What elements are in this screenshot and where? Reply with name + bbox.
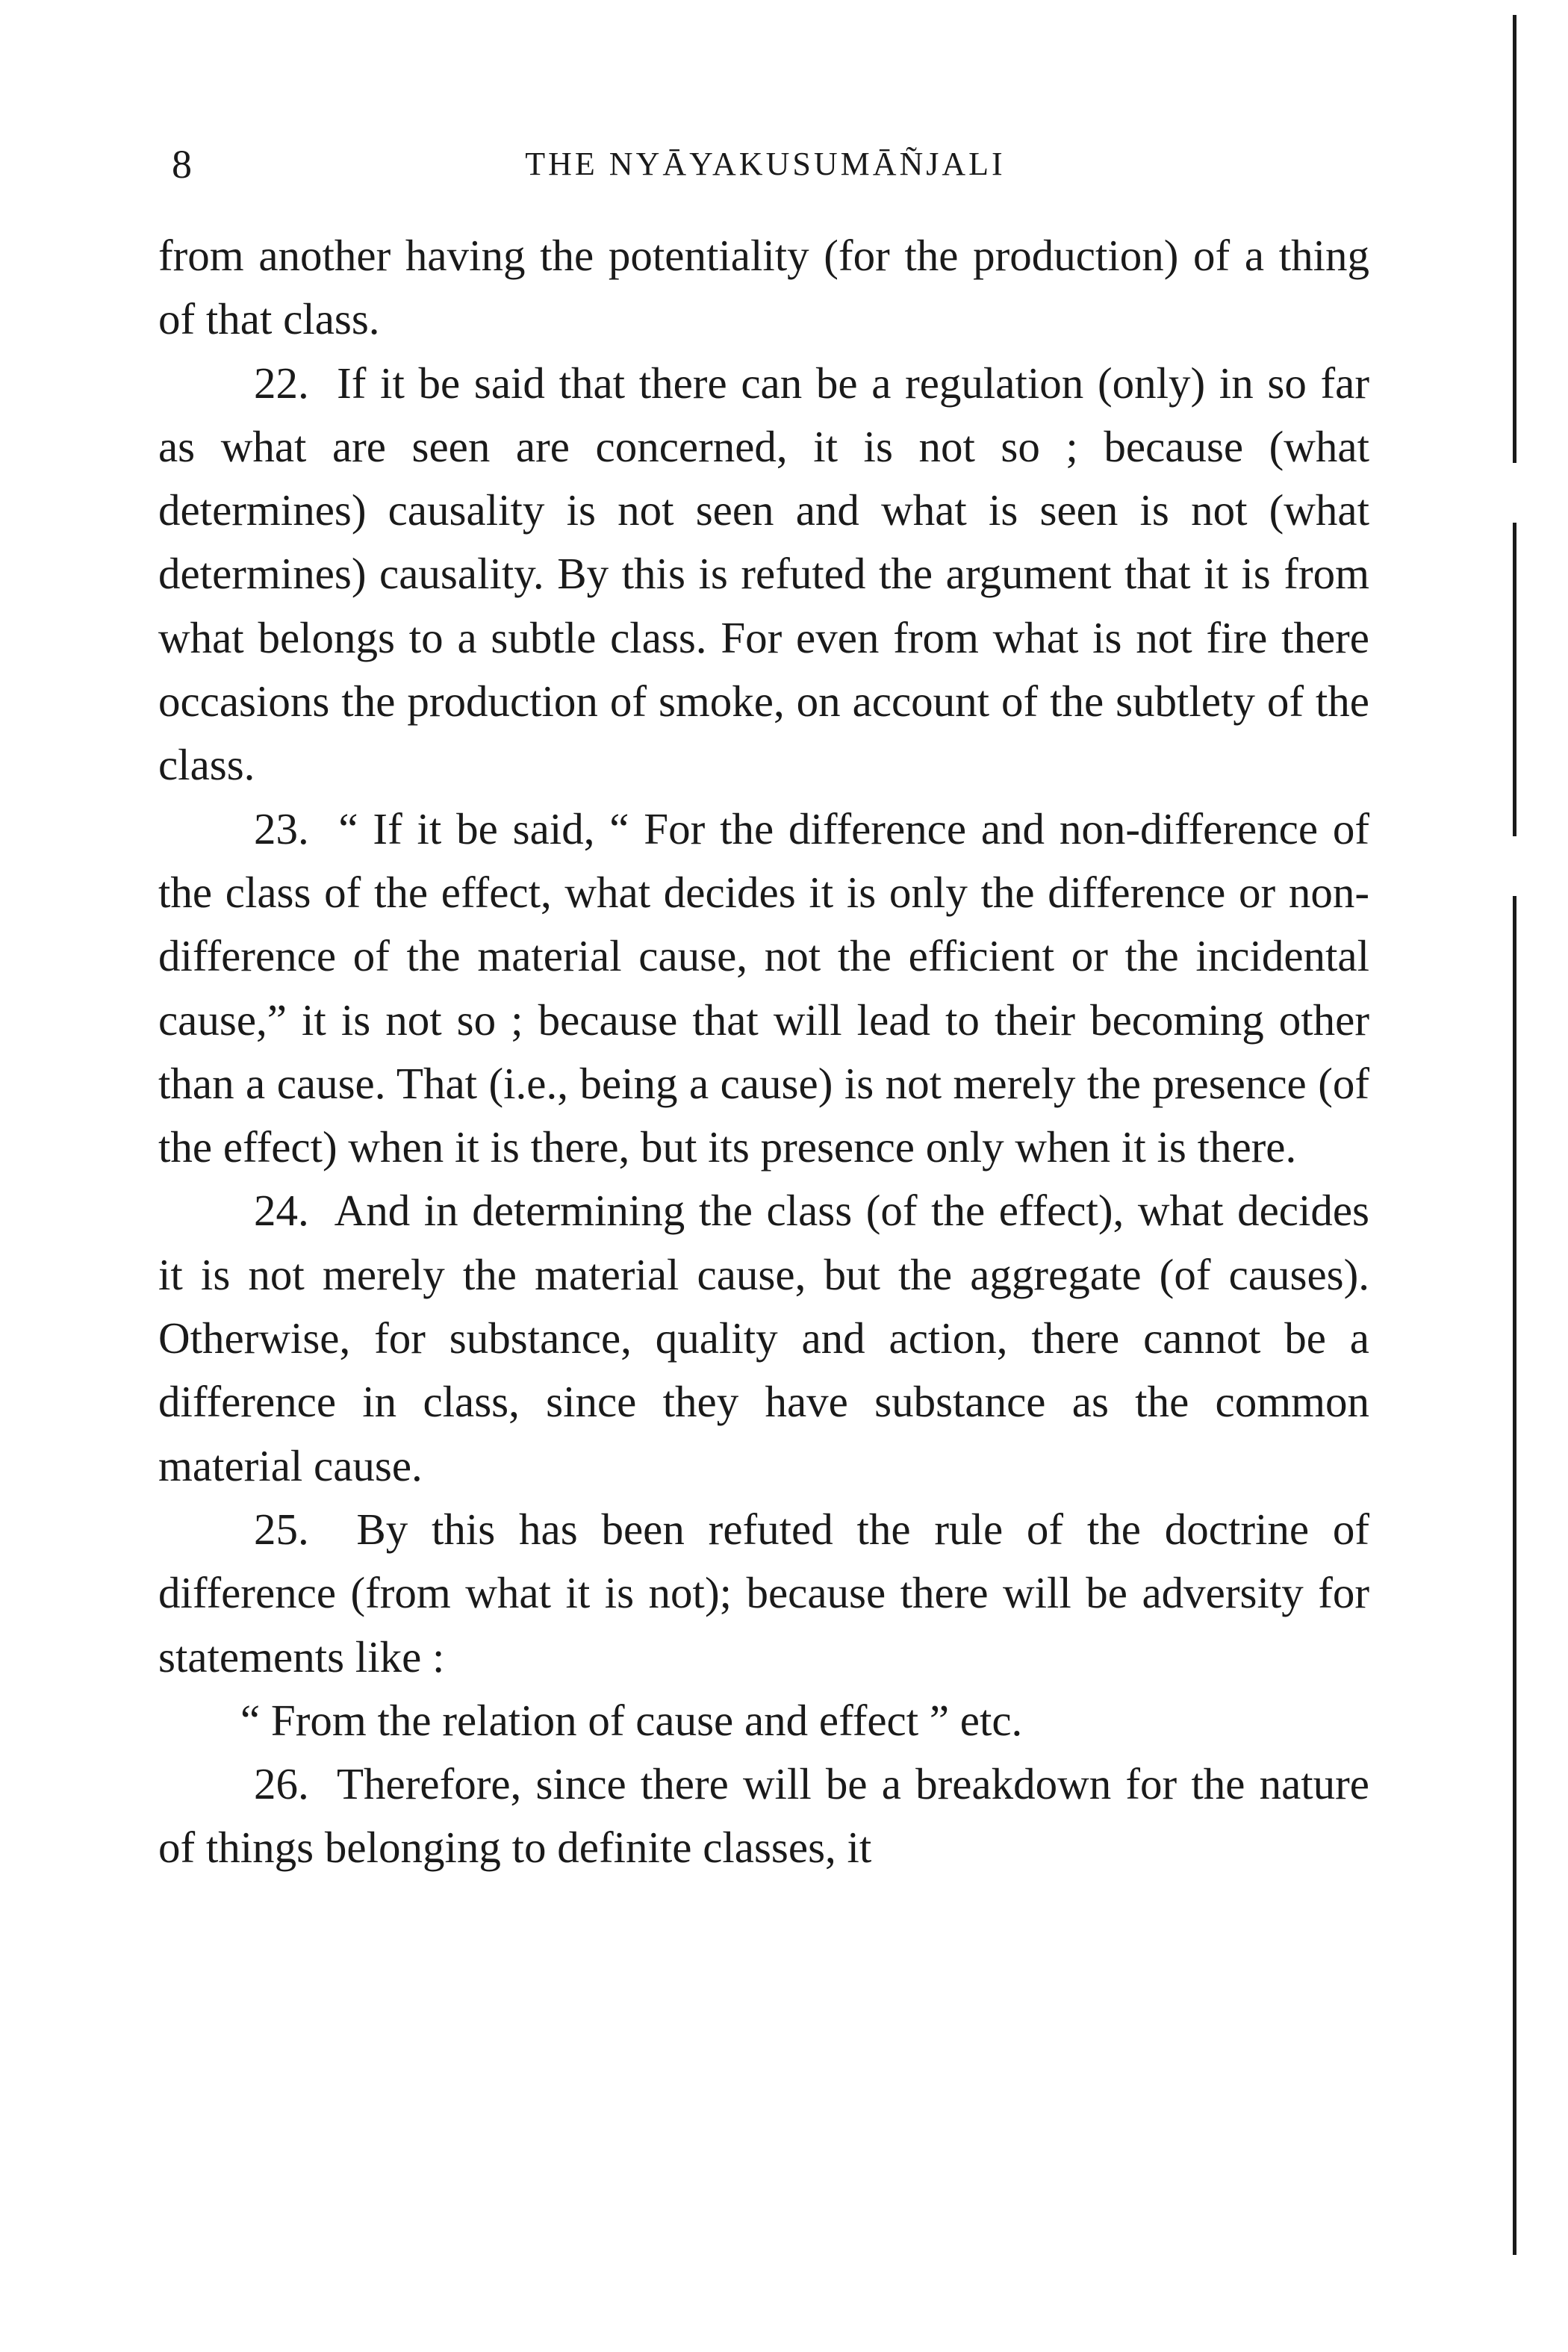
body-text	[158, 224, 1369, 1880]
paragraph-number: 25.	[254, 1504, 309, 1554]
paragraph-24	[158, 1179, 1369, 1497]
paragraph-number: 22.	[254, 358, 309, 408]
paragraph-22	[158, 352, 1369, 797]
page-number: 8	[172, 142, 192, 187]
paragraph-text: And in determining the class (of the effect), what decides it is not merely the material cause, but the aggregate (of causes). Otherwise, for substance, quality and action, there cannot be a difference in class, since they have substance as the common material cause.	[158, 1186, 1369, 1490]
running-head: THE NYĀYAKUSUMĀÑJALI	[525, 146, 1006, 182]
paragraph-continuation	[158, 224, 1369, 352]
paragraph-text: “ If it be said, “ For the difference and non-difference of the class of the effect, what decides it is only the difference or non-difference of the material cause, not the efficient or the incidental cause,” it is not so ; because that will lead to their becoming other than a cause. That (i.e., being a cause) is not merely the presence (of the effect) when it is there, but its presence only when it is there.	[158, 803, 1369, 1172]
paragraph-23	[158, 797, 1369, 1180]
paragraph-number: 24.	[254, 1186, 309, 1236]
paragraph-25	[158, 1498, 1369, 1689]
paragraph-text: “ From the relation of cause and effect ” etc.	[240, 1695, 1023, 1745]
paragraph-number: 23.	[254, 803, 309, 853]
page-edge-line	[1513, 896, 1516, 2255]
paragraph-text: Therefore, since there will be a breakdown for the nature of things belonging to definite classes, it	[158, 1759, 1369, 1873]
page-edge-line	[1513, 523, 1516, 836]
paragraph-text: If it be said that there can be a regulation (only) in so far as what are seen are concerned, it is not so ; because (what determines) causality is not seen and what is seen is not (what determines) causality. By this is refuted the argument that it is from what belongs to a subtle class. For even from what is not fire there occasions the production of smoke, on account of the subtlety of the class.	[158, 358, 1369, 790]
paragraph-text: By this has been refuted the rule of the doctrine of difference (from what it is not); because there will be adversity for statements like :	[158, 1504, 1370, 1681]
page-edge-line	[1513, 15, 1516, 463]
paragraph-number: 26.	[254, 1759, 309, 1809]
paragraph-26	[158, 1752, 1369, 1880]
page-header	[157, 134, 1374, 194]
quoted-line	[158, 1689, 1369, 1752]
paragraph-text: from another having the potentiality (for the production) of a thing of that class.	[158, 231, 1369, 344]
